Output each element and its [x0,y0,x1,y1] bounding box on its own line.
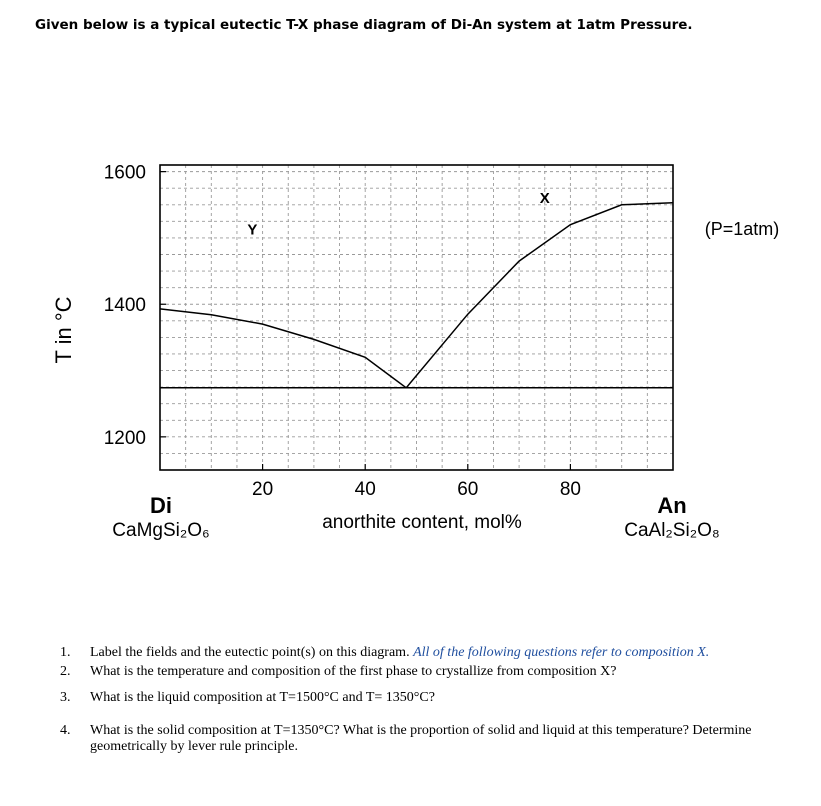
question-number: 2. [60,664,71,679]
question-number: 1. [60,645,71,660]
left-end-formula: CaMgSi₂O₆ [112,520,210,541]
question-number: 4. [60,723,71,738]
page-heading: Given below is a typical eutectic T-X phase diagram of Di-An system at 1atm Pressure. [35,17,693,33]
composition-marker-y: Y [247,221,258,239]
question-number: 3. [60,690,71,705]
liquidus-curve [406,203,673,388]
x-axis-label: anorthite content, mol% [322,512,522,533]
question-item [60,645,800,661]
question-text: What is the temperature and composition of the first phase to crystallize from composition X? [90,664,617,679]
question-list [60,645,800,755]
phase-curves [160,203,673,388]
pressure-label: (P=1atm) [704,219,780,239]
y-axis-label: T in °C [51,296,76,364]
x-tick-label: 80 [559,479,581,500]
question-text: What is the liquid composition at T=1500°C and T= 1350°C? [90,690,435,705]
question-item [60,690,800,706]
right-end-formula: CaAl₂Si₂O₈ [624,520,720,541]
right-end-name: An [657,493,687,518]
y-tick-label: 1200 [103,427,146,449]
question-text: Label the fields and the eutectic point(s) on this diagram. [90,645,410,660]
composition-marker-x: X [539,189,550,207]
x-tick-label: 60 [457,479,479,500]
y-tick-label: 1400 [103,295,146,317]
axis-ticks [104,163,581,500]
x-tick-label: 20 [252,479,274,500]
grid-lines [160,165,673,470]
question-note: All of the following questions refer to composition X. [413,645,710,660]
composition-markers [247,190,549,239]
left-end-name: Di [150,493,172,518]
question-item [60,664,800,680]
y-tick-label: 1600 [103,162,146,184]
question-item [60,723,800,755]
question-text: What is the solid composition at T=1350°C? What is the proportion of solid and liquid at this temperature? Determine geometrically by lever rule principle. [90,723,752,754]
x-tick-label: 40 [354,479,376,500]
